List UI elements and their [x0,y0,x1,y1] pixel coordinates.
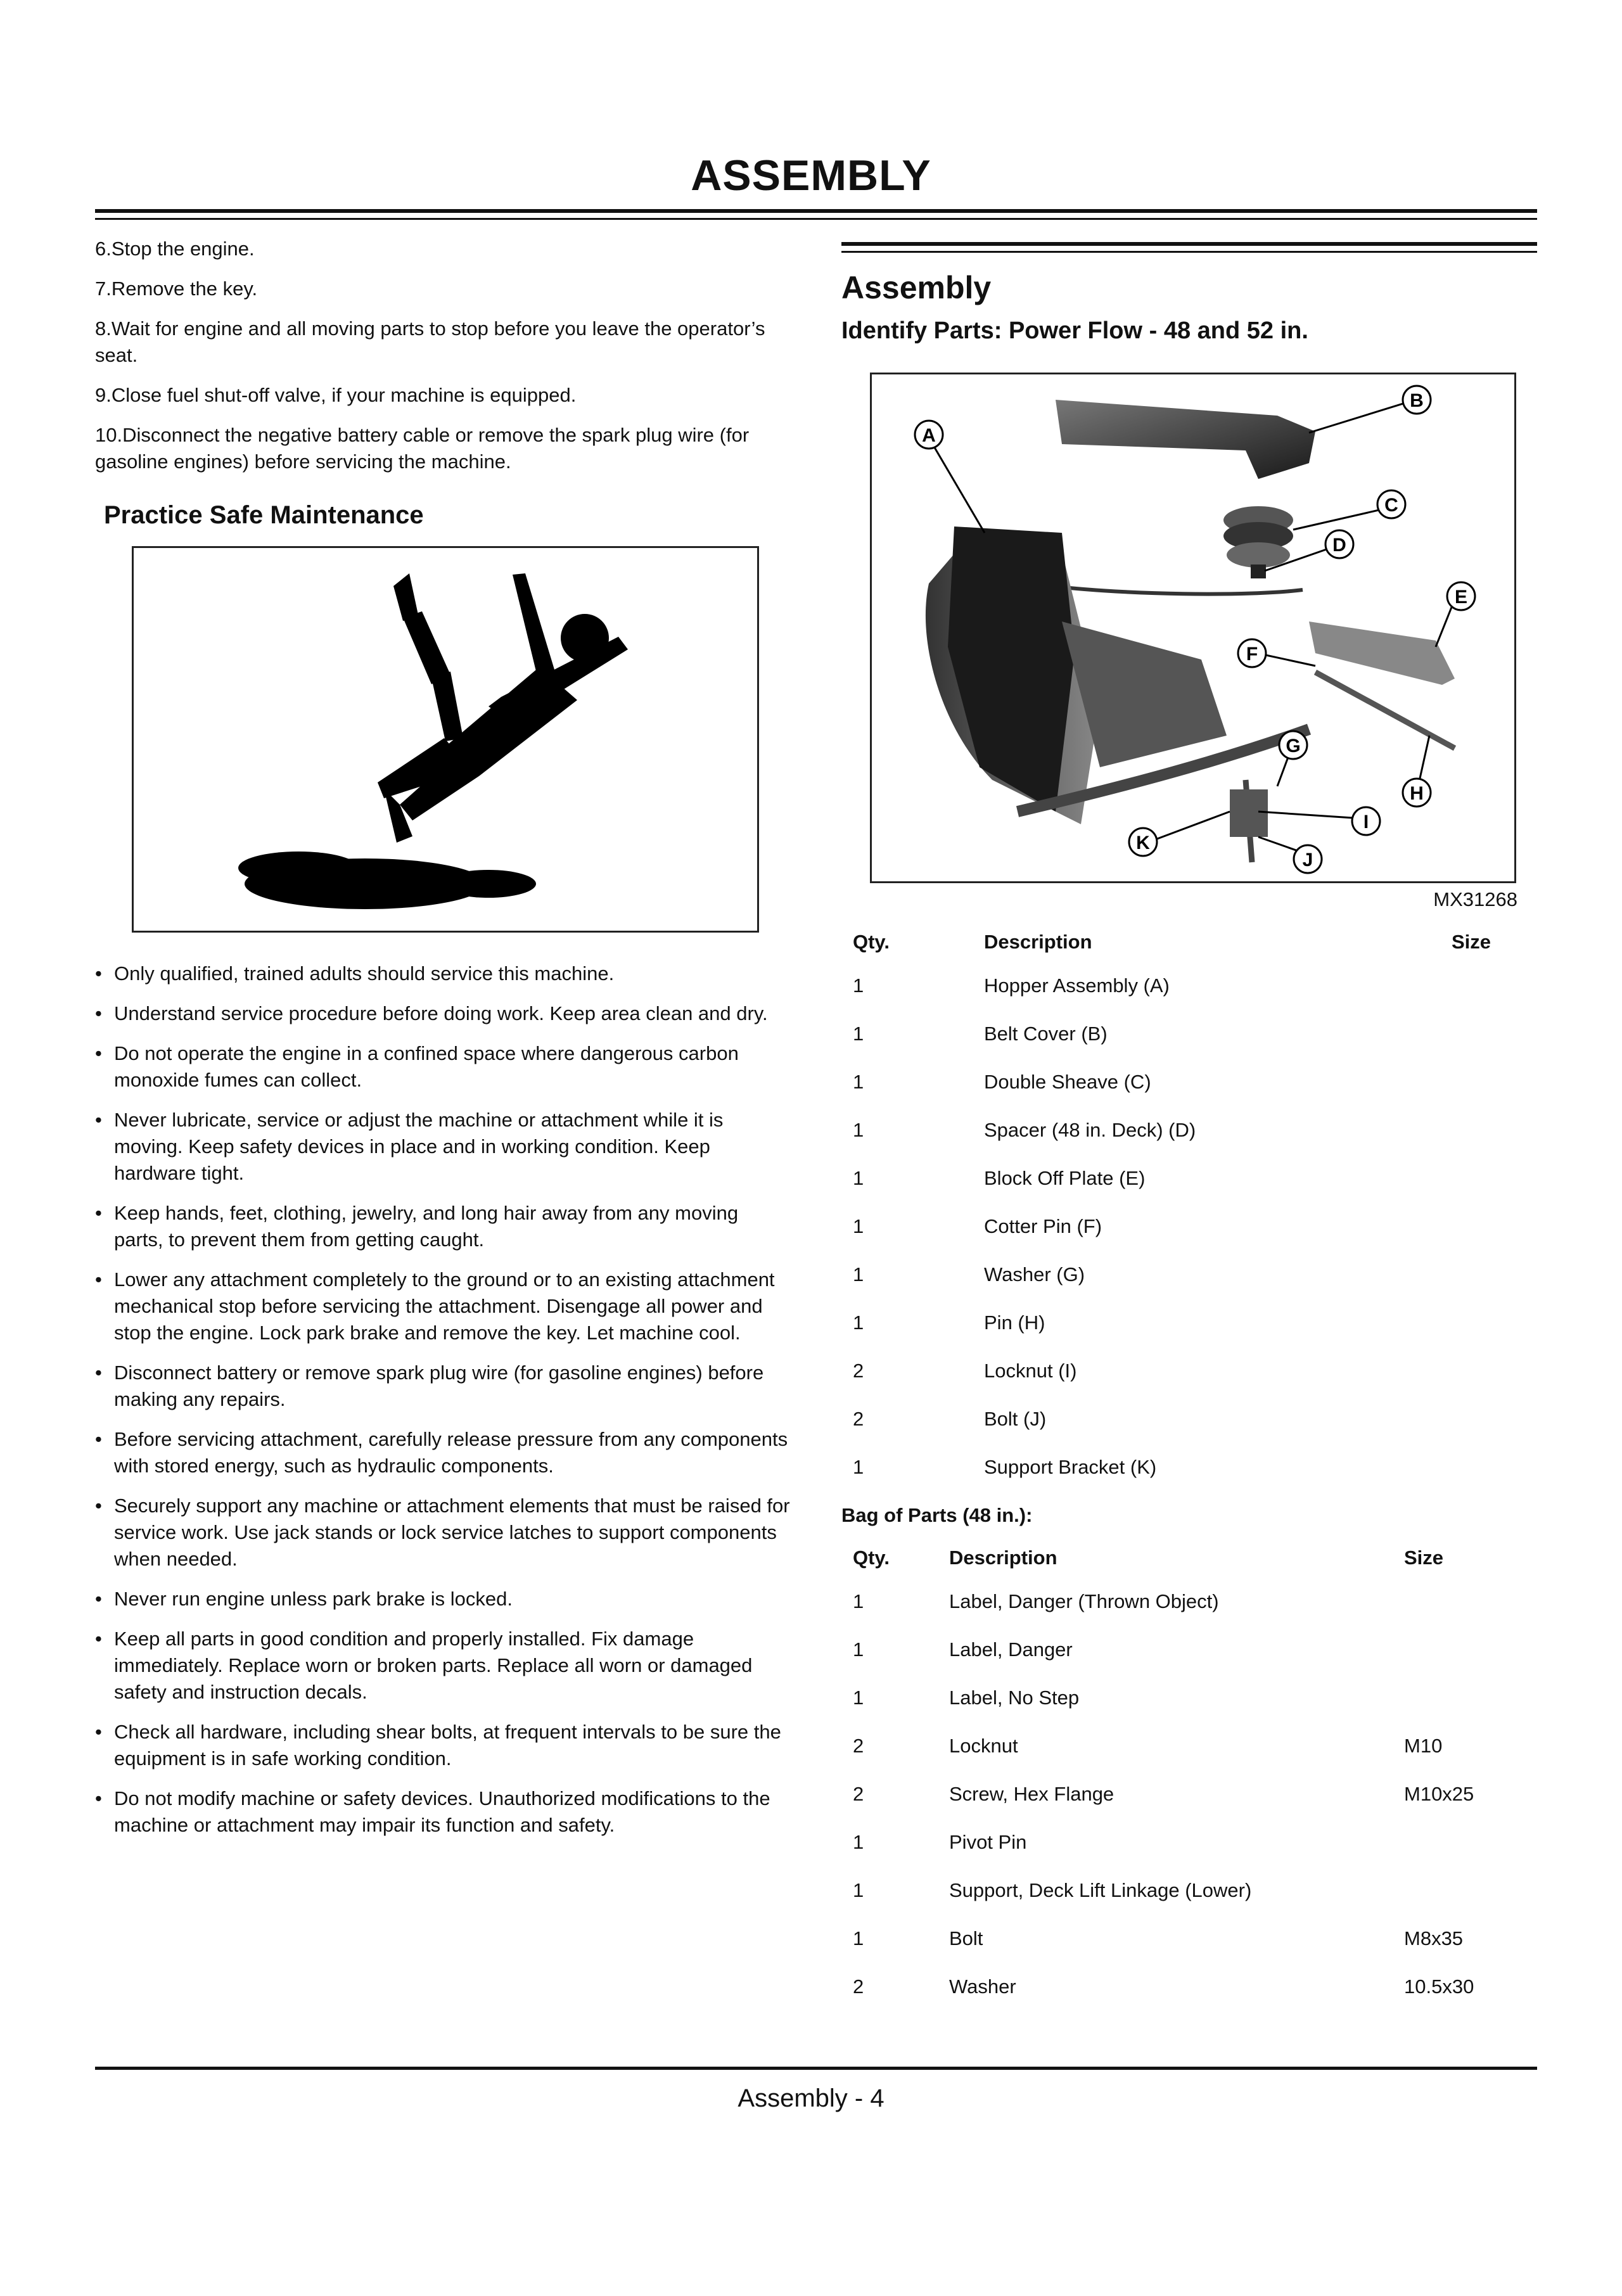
column-header: Size [1404,1547,1444,1569]
bullet-item: • Do not modify machine or safety devices. Unauthorized modifications to the machine or attachment may impair its function and safety. [95,1785,792,1839]
table-row: 2 Bolt (J) [853,1408,1047,1430]
table-row: 1 Label, No Step [853,1687,1080,1709]
footer-rule [95,2067,1537,2070]
bullet-icon: • [95,1787,102,1809]
bullet-icon: • [95,1495,102,1517]
callout-label: I [1363,812,1369,832]
bullet-icon: • [95,1721,102,1743]
step-item: 10.Disconnect the negative battery cable or remove the spark plug wire (for gasoline engines) before servicing the machine. [95,424,750,473]
bag-parts-table [841,1538,1537,2011]
safety-bullet-list [95,960,792,1839]
table-header-row [841,1538,1537,1578]
right-column [841,236,1537,2011]
table-row: 1 Label, Danger (Thrown Object) [853,1590,1219,1612]
parts-table [841,922,1537,1491]
table-row: 2 Screw, Hex Flange M10x25 [853,1783,1474,1805]
bullet-icon: • [95,1628,102,1650]
table-row: 1 Label, Danger [853,1638,1073,1661]
bullet-item: • Never run engine unless park brake is locked. [95,1586,792,1612]
callout-label: D [1332,535,1346,556]
falling-person-icon [134,548,757,931]
bag-of-parts-title: Bag of Parts (48 in.): [841,1504,1033,1526]
left-column [95,236,792,1852]
safety-illustration [132,546,759,933]
bullet-icon: • [95,1588,102,1610]
bullet-item: • Keep hands, feet, clothing, jewelry, and long hair away from any moving parts, to prevent them from getting caught. [95,1200,792,1253]
column-header: Description [984,931,1092,953]
page-footer: Assembly - 4 [738,2084,884,2112]
bullet-icon: • [95,1202,102,1224]
table-row: 1 Double Sheave (C) [853,1071,1151,1093]
subsection-heading: Identify Parts: Power Flow - 48 and 52 in. [841,317,1308,344]
bullet-item: • Never lubricate, service or adjust the machine or attachment while it is moving. Keep safety devices in place and in working condition. Keep hardware tight. [95,1107,792,1187]
table-row: 1 Pivot Pin [853,1831,1027,1853]
column-header: Size [1452,931,1491,953]
table-row: 1 Bolt M8x35 [853,1927,1464,1949]
bullet-item: • Keep all parts in good condition and properly installed. Fix damage immediately. Replace worn or broken parts. Replace all worn or damaged safety and instruction decals. [95,1626,792,1706]
table-row: 2 Washer 10.5x30 [853,1975,1474,1998]
bullet-item: • Securely support any machine or attachment elements that must be raised for service work. Use jack stands or lock service latches to support components when needed. [95,1493,792,1572]
bullet-icon: • [95,1428,102,1450]
bullet-item: • Disconnect battery or remove spark plug wire (for gasoline engines) before making any repairs. [95,1360,792,1413]
parts-diagram-illustration [872,374,1514,881]
section-rule [841,242,1537,246]
header-rule [95,209,1537,213]
table-row: 1 Washer (G) [853,1263,1085,1285]
step-item: 6.Stop the engine. [95,238,255,260]
table-row: 1 Support, Deck Lift Linkage (Lower) [853,1879,1252,1901]
bullet-item: • Lower any attachment completely to the ground or to an existing attachment mechanical stop before servicing the attachment. Disengage all power and stop the engine. Lock park brake and remove the key. Let machine cool. [95,1266,792,1346]
section-heading: Assembly [841,270,992,305]
callout-label: G [1286,736,1301,756]
callout-label: K [1136,832,1150,853]
bullet-icon: • [95,962,102,985]
bullet-icon: • [95,1109,102,1131]
callout-label: J [1302,850,1313,871]
table-row: 1 Support Bracket (K) [853,1456,1157,1478]
callout-label: B [1410,390,1424,411]
table-row: 1 Belt Cover (B) [853,1023,1108,1045]
bullet-icon: • [95,1042,102,1064]
step-item: 7.Remove the key. [95,277,258,300]
header-rule-thin [95,218,1537,220]
page-title: ASSEMBLY [691,151,931,200]
bullet-item: • Understand service procedure before doing work. Keep area clean and dry. [95,1000,792,1027]
bullet-item: • Only qualified, trained adults should service this machine. [95,960,792,987]
section-heading: Practice Safe Maintenance [104,501,424,529]
figure-code: MX31268 [1433,888,1517,910]
table-header-row [841,922,1537,962]
table-row: 1 Pin (H) [853,1311,1045,1334]
bullet-icon: • [95,1362,102,1384]
bullet-item: • Do not operate the engine in a confined space where dangerous carbon monoxide fumes can collect. [95,1040,792,1094]
table-row: 1 Block Off Plate (E) [853,1167,1146,1189]
step-list [95,236,792,475]
table-row: 1 Hopper Assembly (A) [853,974,1170,997]
callout-label: F [1246,644,1258,665]
table-row: 2 Locknut (I) [853,1360,1077,1382]
table-row: 1 Spacer (48 in. Deck) (D) [853,1119,1196,1141]
column-header: Qty. [853,931,890,953]
callout-label: H [1410,783,1424,804]
bullet-icon: • [95,1002,102,1024]
callout-label: A [922,425,936,446]
section-rule-thin [841,251,1537,253]
bullet-icon: • [95,1268,102,1291]
column-header: Description [949,1547,1057,1569]
table-row: 1 Cotter Pin (F) [853,1215,1102,1237]
parts-diagram [870,373,1516,883]
step-item: 8.Wait for engine and all moving parts to stop before you leave the operator’s seat. [95,317,765,366]
bullet-item: • Check all hardware, including shear bolts, at frequent intervals to be sure the equipment is in safe working condition. [95,1719,792,1772]
column-header: Qty. [853,1547,890,1569]
callout-label: E [1454,587,1468,608]
table-row: 2 Locknut M10 [853,1735,1443,1757]
step-item: 9.Close fuel shut-off valve, if your machine is equipped. [95,384,577,406]
bullet-item: • Before servicing attachment, carefully release pressure from any components with stored energy, such as hydraulic components. [95,1426,792,1479]
callout-label: C [1384,495,1398,516]
